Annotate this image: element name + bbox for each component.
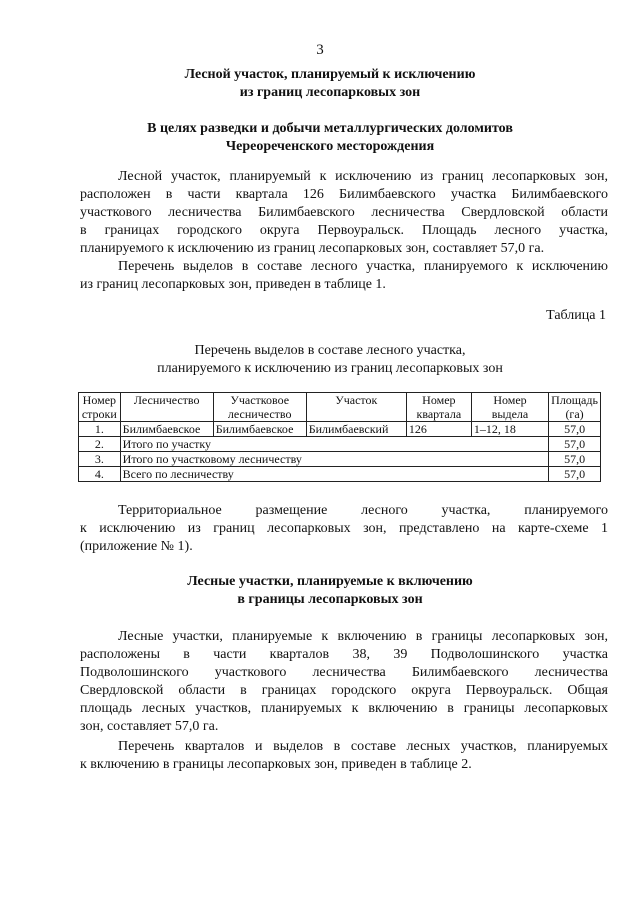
table-row	[79, 467, 601, 482]
table-label: Таблица 1	[546, 308, 606, 323]
text-line: участкового лесничества Билимбаевского лесничества Свердловской области	[80, 205, 608, 220]
text-line: Подволошинского участкового лесничества Билимбаевского лесничества	[80, 665, 608, 680]
table-cell: 4.	[79, 467, 121, 482]
table-cell: 3.	[79, 452, 121, 467]
text-line: расположен в части квартала 126 Билимбаевского участка Билимбаевского	[80, 187, 608, 202]
heading-line: В целях разведки и добычи металлургических доломитов	[147, 121, 513, 136]
text-line: в границах городского округа Первоуральск. Площадь лесного участка,	[80, 223, 608, 238]
header-row-number: Номер строки	[79, 393, 121, 422]
text-line: зон, составляет 57,0 га.	[80, 719, 219, 734]
table-cell: 57,0	[549, 422, 601, 437]
paragraph-table2-reference	[80, 738, 608, 774]
table-title-line: планируемого к исключению из границ лесопарковых зон	[157, 361, 503, 376]
table-title-line: Перечень выделов в составе лесного участка,	[194, 343, 466, 358]
header-district-forestry: Участковое лесничество	[213, 393, 306, 422]
table-row	[79, 437, 601, 452]
table-title	[60, 342, 600, 378]
text-line: к исключению из границ лесопарковых зон, представлено на карте-схеме 1	[80, 521, 608, 536]
text-line: Территориальное размещение лесного участка, планируемого	[118, 503, 608, 518]
paragraph-inclusion-location	[80, 628, 608, 736]
text-line: Лесные участки, планируемые к включению в границы лесопарковых зон,	[118, 629, 608, 644]
header-forestry: Лесничество	[120, 393, 213, 422]
table-row	[79, 422, 601, 437]
table-header-row	[79, 393, 601, 422]
section-heading-exclusion	[60, 66, 600, 102]
text-line: (приложение № 1).	[80, 539, 193, 554]
paragraph-exclusion-location	[80, 168, 608, 258]
heading-line: в границы лесопарковых зон	[237, 592, 423, 607]
header-area: Площадь (га)	[549, 393, 601, 422]
table-cell: 57,0	[549, 437, 601, 452]
header-quarter-number: Номер квартала	[406, 393, 471, 422]
header-allotment-number: Номер выдела	[471, 393, 548, 422]
table-cell: 2.	[79, 437, 121, 452]
table-cell: Итого по участку	[120, 437, 548, 452]
header-site: Участок	[306, 393, 406, 422]
heading-line: из границ лесопарковых зон	[239, 85, 421, 100]
table-cell: 1–12, 18	[471, 422, 548, 437]
text-line: площадь лесных участков, планируемых к включению в границы лесопарковых	[80, 701, 608, 716]
text-line: Перечень кварталов и выделов в составе лесных участков, планируемых	[118, 739, 608, 754]
subsection-heading-dolomite	[60, 120, 600, 156]
text-line: расположены в части кварталов 38, 39 Подволошинского участка	[80, 647, 608, 662]
text-line: к включению в границы лесопарковых зон, приведен в таблице 2.	[80, 757, 472, 772]
table-cell: Билимбаевский	[306, 422, 406, 437]
text-line: Лесной участок, планируемый к исключению из границ лесопарковых зон,	[118, 169, 608, 184]
heading-line: Лесной участок, планируемый к исключению	[184, 67, 476, 82]
table-cell: Всего по лесничеству	[120, 467, 548, 482]
table-cell: 1.	[79, 422, 121, 437]
table-cell: Итого по участковому лесничеству	[120, 452, 548, 467]
paragraph-map-reference	[80, 502, 608, 556]
page-number: 3	[316, 42, 324, 58]
heading-line: Лесные участки, планируемые к включению	[187, 574, 473, 589]
heading-line: Череореченского месторождения	[225, 139, 435, 154]
allotments-table	[78, 392, 601, 482]
table-cell: 126	[406, 422, 471, 437]
table-cell: 57,0	[549, 467, 601, 482]
text-line: планируемого к исключению из границ лесопарковых зон, составляет 57,0 га.	[80, 241, 545, 256]
table-row	[79, 452, 601, 467]
table-cell: Билимбаевское	[213, 422, 306, 437]
text-line: Перечень выделов в составе лесного участка, планируемого к исключению	[118, 259, 608, 274]
section-heading-inclusion	[60, 573, 600, 609]
table-cell: 57,0	[549, 452, 601, 467]
text-line: Свердловской области в границах городского округа Первоуральск. Общая	[80, 683, 608, 698]
paragraph-table1-reference	[80, 258, 608, 294]
table-cell: Билимбаевское	[120, 422, 213, 437]
text-line: из границ лесопарковых зон, приведен в таблице 1.	[80, 277, 386, 292]
